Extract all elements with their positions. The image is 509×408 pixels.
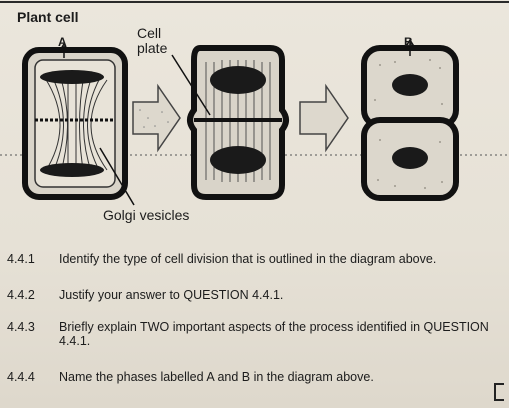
- question-text: Justify your answer to QUESTION 4.4.1.: [59, 288, 284, 302]
- golgi-vesicles-label: Golgi vesicles: [103, 207, 190, 223]
- question-text: Identify the type of cell division that is outlined in the diagram above.: [59, 252, 437, 266]
- diagram-title: Plant cell: [17, 9, 79, 25]
- question-number: 4.4.2: [7, 288, 35, 302]
- question-number: 4.4.4: [7, 370, 35, 384]
- question-number: 4.4.3: [7, 320, 35, 334]
- arrow-2: [300, 86, 348, 150]
- label-b: B: [404, 35, 413, 49]
- cell-plate-label: Cell plate: [137, 25, 168, 56]
- question-text: Briefly explain TWO important aspects of the process identified in QUESTION 4.4.1.: [59, 320, 489, 348]
- label-a: A: [58, 35, 67, 49]
- cell-1-dividing: [25, 44, 125, 197]
- cell-3-daughter-cells: [364, 40, 456, 198]
- question-number: 4.4.1: [7, 252, 35, 266]
- page-edge-bracket: [494, 383, 504, 401]
- cell-2-cell-plate: [190, 48, 286, 197]
- question-text: Name the phases labelled A and B in the diagram above.: [59, 370, 374, 384]
- arrow-1: [133, 86, 180, 150]
